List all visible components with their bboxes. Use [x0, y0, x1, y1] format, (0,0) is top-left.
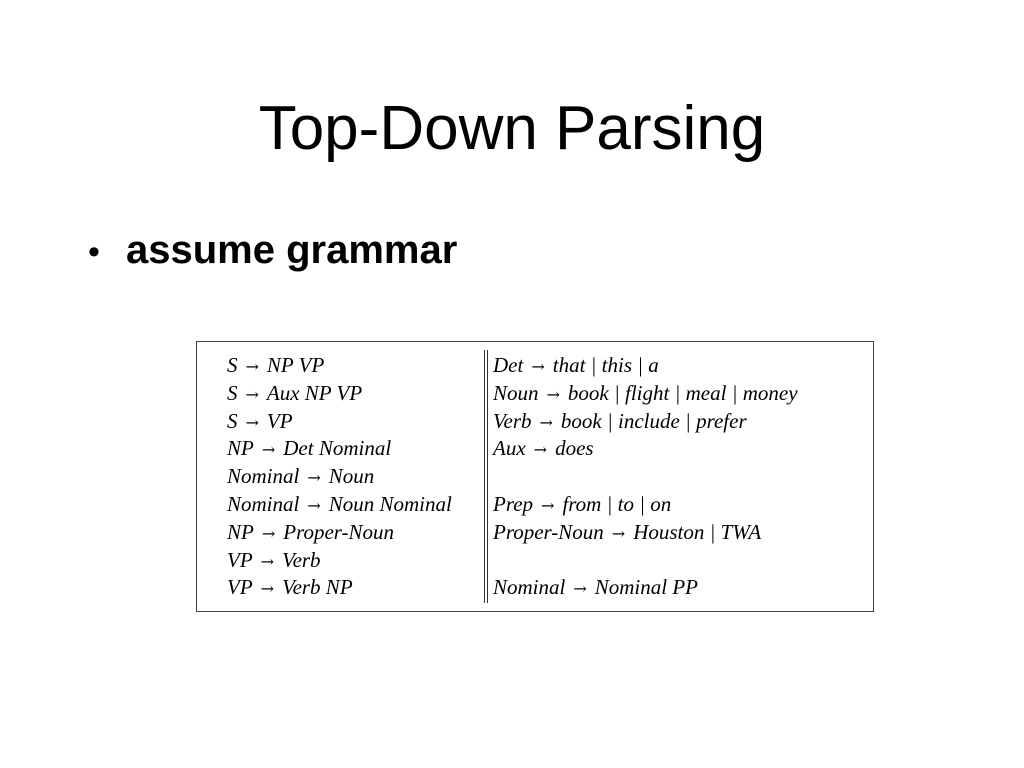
rule-lhs: S	[227, 408, 238, 433]
bullet-dot: •	[88, 233, 100, 271]
rule-rhs: book | flight | meal | money	[567, 380, 798, 405]
rule-lhs: VP	[227, 575, 253, 600]
grammar-rule	[227, 491, 452, 519]
grammar-rule	[227, 435, 452, 463]
grammar-rule	[227, 352, 452, 380]
arrow-icon: →	[541, 495, 555, 515]
arrow-icon: →	[245, 357, 259, 376]
rule-lhs: VP	[227, 547, 253, 572]
rule-lhs: Det	[493, 353, 524, 377]
rule-lhs: Proper-Noun	[493, 519, 604, 544]
arrow-icon: →	[611, 523, 626, 543]
rule-rhs: Noun Nominal	[328, 491, 452, 516]
column-divider	[484, 350, 488, 603]
rule-lhs: Noun	[493, 380, 539, 405]
rule-rhs: Proper-Noun	[283, 519, 395, 544]
rule-lhs: Nominal	[227, 464, 300, 489]
grammar-rule	[493, 519, 798, 547]
rule-rhs: NP VP	[266, 353, 325, 377]
arrow-icon: →	[533, 440, 548, 460]
slide-title: Top-Down Parsing	[258, 94, 766, 163]
arrow-icon: →	[245, 384, 259, 404]
bullet-item	[88, 228, 457, 272]
rule-rhs: Verb NP	[282, 575, 353, 600]
rule-lhs: NP	[227, 519, 254, 544]
grammar-rule	[227, 408, 452, 436]
grammar-rule	[493, 435, 798, 463]
grammar-rule	[493, 408, 798, 436]
rule-lhs: Nominal	[227, 491, 300, 516]
arrow-icon: →	[307, 495, 321, 515]
grammar-rule	[493, 491, 798, 519]
grammar-rule	[493, 463, 798, 491]
arrow-icon: →	[573, 579, 587, 599]
arrow-icon: →	[245, 412, 259, 432]
grammar-rule	[493, 380, 798, 408]
arrow-icon: →	[260, 579, 275, 599]
rule-rhs: Nominal PP	[594, 575, 698, 600]
grammar-rule	[493, 547, 798, 575]
grammar-table	[196, 341, 874, 612]
rule-lhs: Nominal	[493, 575, 566, 600]
bullet-list	[88, 228, 457, 272]
grammar-right-column	[493, 352, 798, 602]
rule-lhs: Aux	[493, 436, 526, 461]
rule-rhs: Aux NP VP	[266, 380, 363, 405]
arrow-icon: →	[531, 357, 545, 376]
rule-rhs: book | include | prefer	[560, 408, 747, 433]
grammar-rule	[227, 574, 452, 602]
rule-rhs: VP	[266, 408, 293, 433]
arrow-icon: →	[539, 412, 553, 432]
arrow-icon: →	[261, 440, 276, 460]
grammar-rule	[493, 352, 798, 380]
arrow-icon: →	[260, 551, 275, 571]
bullet-text: assume grammar	[126, 228, 458, 272]
rule-lhs: Verb	[493, 408, 532, 433]
rule-lhs: S	[227, 353, 238, 377]
arrow-icon: →	[261, 523, 276, 543]
grammar-left-column	[227, 352, 452, 602]
grammar-rule	[227, 463, 452, 491]
rule-rhs: Houston | TWA	[633, 519, 762, 544]
rule-rhs: Verb	[282, 547, 321, 572]
rule-rhs: from | to | on	[562, 491, 672, 516]
rule-lhs: S	[227, 380, 238, 405]
arrow-icon: →	[546, 384, 560, 404]
rule-lhs: Prep	[493, 491, 534, 516]
grammar-rule	[227, 519, 452, 547]
arrow-icon: →	[307, 468, 321, 488]
grammar-rule	[227, 380, 452, 408]
rule-rhs: that | this | a	[552, 353, 659, 377]
rule-rhs: Noun	[328, 464, 375, 489]
grammar-rule	[493, 574, 798, 602]
grammar-rule	[227, 547, 452, 575]
rule-rhs: Det Nominal	[283, 436, 392, 461]
rule-lhs: NP	[227, 436, 254, 461]
rule-rhs: does	[555, 436, 594, 461]
